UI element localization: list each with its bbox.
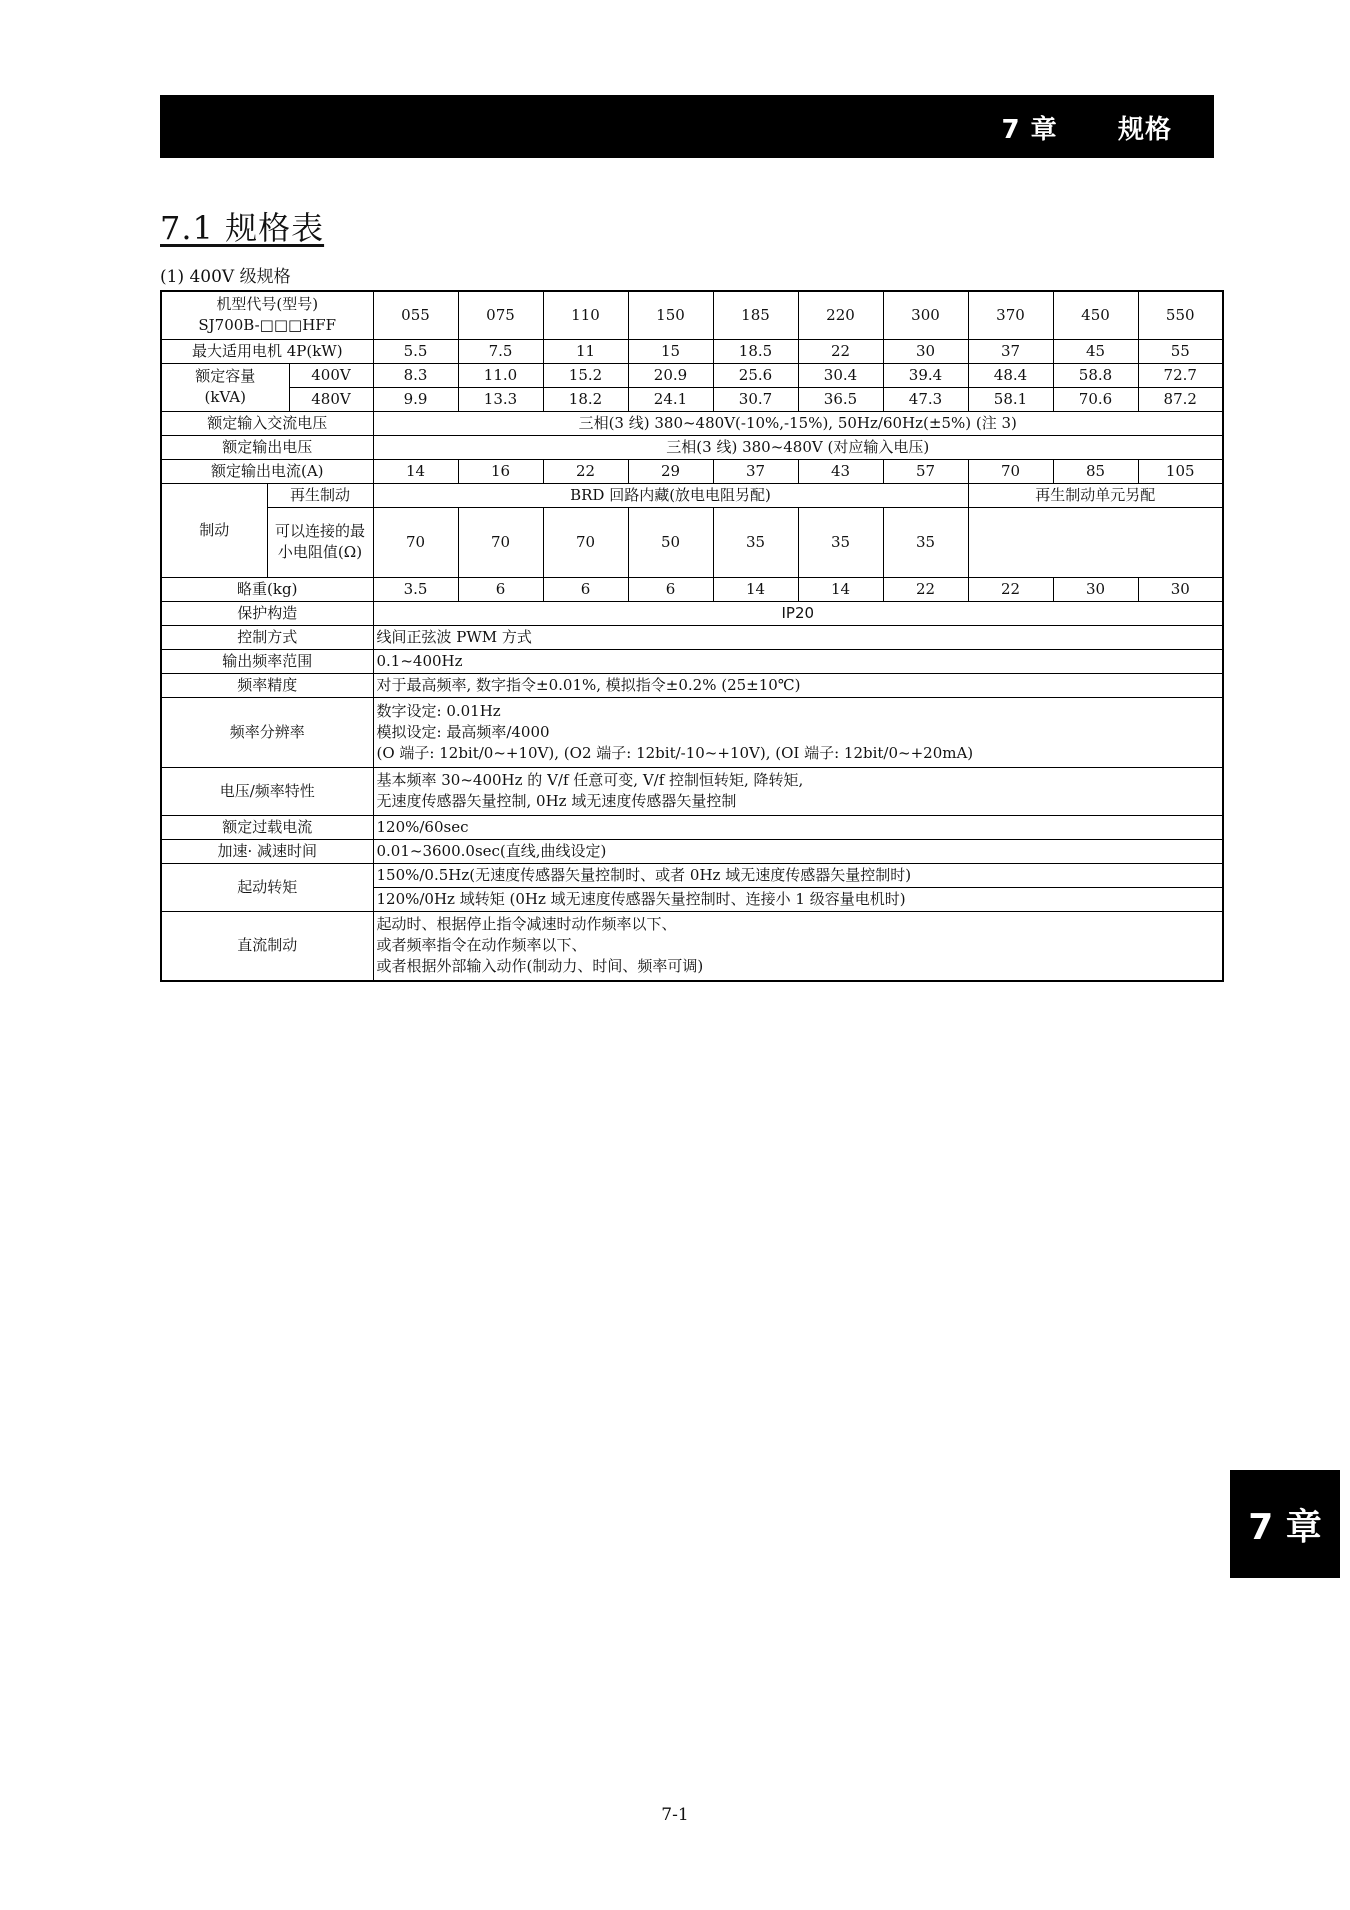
vf-line: 基本频率 30~400Hz 的 V/f 任意可变, V/f 控制恒转矩, 降转矩, (376, 771, 804, 789)
dc-brake-label: 直流制动 (161, 911, 373, 981)
motor-cell: 7.5 (458, 339, 543, 363)
model-cell: 110 (543, 291, 628, 339)
output-current-cell: 22 (543, 459, 628, 483)
min-resistance-cell: 70 (458, 507, 543, 577)
row-output-voltage (161, 435, 1223, 459)
min-resistance-cell: 50 (628, 507, 713, 577)
motor-cell: 11 (543, 339, 628, 363)
motor-cell: 22 (798, 339, 883, 363)
regen-value-brd: BRD 回路内藏(放电电阻另配) (373, 483, 968, 507)
freq-resolution-value (373, 697, 1223, 767)
weight-cell: 6 (628, 577, 713, 601)
torque-value: 150%/0.5Hz(无速度传感器矢量控制时、或者 0Hz 域无速度传感器矢量控制时) (373, 863, 1223, 887)
dc-brake-line: 或者根据外部输入动作(制动力、时间、频率可调) (376, 957, 704, 976)
cap400-cell: 39.4 (883, 363, 968, 387)
motor-cell: 5.5 (373, 339, 458, 363)
cap480-cell: 58.1 (968, 387, 1053, 411)
cap400-label: 400V (289, 363, 373, 387)
cap480-cell: 47.3 (883, 387, 968, 411)
dc-brake-value (373, 911, 1223, 981)
freq-range-label: 输出频率范围 (161, 649, 373, 673)
model-cell: 185 (713, 291, 798, 339)
weight-cell: 3.5 (373, 577, 458, 601)
min-resistance-empty (968, 507, 1223, 577)
brake-label: 制动 (161, 483, 267, 577)
weight-cell: 6 (458, 577, 543, 601)
cap480-cell: 36.5 (798, 387, 883, 411)
row-accel-time (161, 839, 1223, 863)
vf-line: 无速度传感器矢量控制, 0Hz 域无速度传感器矢量控制 (376, 792, 737, 810)
capacity-label-cell (161, 363, 289, 411)
output-current-cell: 85 (1053, 459, 1138, 483)
min-resistance-cell: 35 (883, 507, 968, 577)
row-output-current (161, 459, 1223, 483)
model-cell: 370 (968, 291, 1053, 339)
model-label: 机型代号(型号) (216, 295, 319, 314)
chapter-header-title: 7 章 规格 (1001, 115, 1172, 145)
weight-cell: 30 (1138, 577, 1223, 601)
cap400-cell: 11.0 (458, 363, 543, 387)
weight-cell: 14 (798, 577, 883, 601)
capacity-unit: (kVA) (204, 388, 246, 406)
output-current-cell: 57 (883, 459, 968, 483)
freq-resolution-label: 频率分辨率 (161, 697, 373, 767)
vf-label: 电压/频率特性 (161, 767, 373, 815)
output-current-cell: 37 (713, 459, 798, 483)
model-cell: 550 (1138, 291, 1223, 339)
overload-value: 120%/60sec (373, 815, 1223, 839)
output-current-cell: 16 (458, 459, 543, 483)
weight-label: 略重(kg) (161, 577, 373, 601)
motor-cell: 18.5 (713, 339, 798, 363)
section-title: 7.1 规格表 (160, 209, 325, 247)
cap480-cell: 13.3 (458, 387, 543, 411)
capacity-label: 额定容量 (195, 367, 256, 385)
regen-label: 再生制动 (267, 483, 373, 507)
output-current-cell: 70 (968, 459, 1053, 483)
row-capacity-480v (161, 387, 1223, 411)
chapter-header-bar (160, 95, 1214, 158)
cap400-cell: 72.7 (1138, 363, 1223, 387)
spec-table (160, 290, 1224, 982)
accel-label: 加速· 减速时间 (161, 839, 373, 863)
model-label-cell (161, 291, 373, 339)
output-current-cell: 14 (373, 459, 458, 483)
output-voltage-value: 三相(3 线) 380~480V (对应输入电压) (373, 435, 1223, 459)
motor-cell: 55 (1138, 339, 1223, 363)
row-motor (161, 339, 1223, 363)
cap480-cell: 9.9 (373, 387, 458, 411)
freq-range-value: 0.1~400Hz (373, 649, 1223, 673)
freq-accuracy-value: 对于最高频率, 数字指令±0.01%, 模拟指令±0.2% (25±10℃) (373, 673, 1223, 697)
vf-value (373, 767, 1223, 815)
cap400-cell: 8.3 (373, 363, 458, 387)
model-cell: 075 (458, 291, 543, 339)
weight-cell: 30 (1053, 577, 1138, 601)
cap400-cell: 25.6 (713, 363, 798, 387)
cap400-cell: 15.2 (543, 363, 628, 387)
motor-label: 最大适用电机 4P(kW) (161, 339, 373, 363)
page-number: 7-1 (661, 1805, 689, 1825)
freq-resolution-line: (O 端子: 12bit/0~+10V), (O2 端子: 12bit/-10~+10V), (OI 端子: 12bit/0~+20mA) (376, 743, 974, 762)
cap480-cell: 30.7 (713, 387, 798, 411)
row-overload (161, 815, 1223, 839)
output-current-cell: 43 (798, 459, 883, 483)
row-regen-brake (161, 483, 1223, 507)
weight-cell: 14 (713, 577, 798, 601)
cap400-cell: 48.4 (968, 363, 1053, 387)
dc-brake-line: 起动时、根据停止指令减速时动作频率以下、 (376, 915, 677, 934)
row-vf-characteristic (161, 767, 1223, 815)
row-capacity-400v (161, 363, 1223, 387)
cap480-cell: 18.2 (543, 387, 628, 411)
cap400-cell: 30.4 (798, 363, 883, 387)
freq-accuracy-label: 频率精度 (161, 673, 373, 697)
chapter-side-tab: 7 章 (1230, 1470, 1340, 1578)
torque-value: 120%/0Hz 域转矩 (0Hz 域无速度传感器矢量控制时、连接小 1 级容量电机时) (373, 887, 1223, 911)
weight-cell: 22 (968, 577, 1053, 601)
row-freq-accuracy (161, 673, 1223, 697)
input-voltage-label: 额定输入交流电压 (161, 411, 373, 435)
model-sub-label: SJ700B-□□□HFF (198, 316, 337, 335)
min-resistance-cell: 70 (543, 507, 628, 577)
model-cell: 150 (628, 291, 713, 339)
protection-value: IP20 (373, 601, 1223, 625)
motor-cell: 37 (968, 339, 1053, 363)
model-cell: 220 (798, 291, 883, 339)
control-method-value: 线间正弦波 PWM 方式 (373, 625, 1223, 649)
regen-value-unit: 再生制动单元另配 (968, 483, 1223, 507)
model-cell: 055 (373, 291, 458, 339)
cap400-cell: 58.8 (1053, 363, 1138, 387)
motor-cell: 30 (883, 339, 968, 363)
dc-brake-line: 或者频率指令在动作频率以下、 (376, 936, 587, 955)
row-start-torque-1 (161, 863, 1223, 887)
model-cell: 450 (1053, 291, 1138, 339)
cap480-cell: 70.6 (1053, 387, 1138, 411)
freq-resolution-line: 模拟设定: 最高频率/4000 (376, 722, 550, 741)
sub-section-title: (1) 400V 级规格 (160, 267, 291, 287)
row-model (161, 291, 1223, 339)
output-current-cell: 29 (628, 459, 713, 483)
cap400-cell: 20.9 (628, 363, 713, 387)
control-method-label: 控制方式 (161, 625, 373, 649)
min-resistance-cell: 70 (373, 507, 458, 577)
min-resistance-label: 可以连接的最小电阻值(Ω) (267, 507, 373, 577)
min-resistance-cell: 35 (798, 507, 883, 577)
model-cell: 300 (883, 291, 968, 339)
cap480-cell: 24.1 (628, 387, 713, 411)
input-voltage-value: 三相(3 线) 380~480V(-10%,-15%), 50Hz/60Hz(±5%) (注 3) (373, 411, 1223, 435)
accel-value: 0.01~3600.0sec(直线,曲线设定) (373, 839, 1223, 863)
weight-cell: 6 (543, 577, 628, 601)
row-dc-brake (161, 911, 1223, 981)
cap480-cell: 87.2 (1138, 387, 1223, 411)
min-resistance-cell: 35 (713, 507, 798, 577)
output-current-cell: 105 (1138, 459, 1223, 483)
row-weight (161, 577, 1223, 601)
output-current-label: 额定输出电流(A) (161, 459, 373, 483)
cap480-label: 480V (289, 387, 373, 411)
row-control-method (161, 625, 1223, 649)
protection-label: 保护构造 (161, 601, 373, 625)
overload-label: 额定过载电流 (161, 815, 373, 839)
row-input-voltage (161, 411, 1223, 435)
row-min-resistance (161, 507, 1223, 577)
freq-resolution-line: 数字设定: 0.01Hz (376, 701, 501, 720)
row-freq-range (161, 649, 1223, 673)
row-freq-resolution (161, 697, 1223, 767)
weight-cell: 22 (883, 577, 968, 601)
motor-cell: 15 (628, 339, 713, 363)
row-protection (161, 601, 1223, 625)
output-voltage-label: 额定输出电压 (161, 435, 373, 459)
torque-label: 起动转矩 (161, 863, 373, 911)
motor-cell: 45 (1053, 339, 1138, 363)
